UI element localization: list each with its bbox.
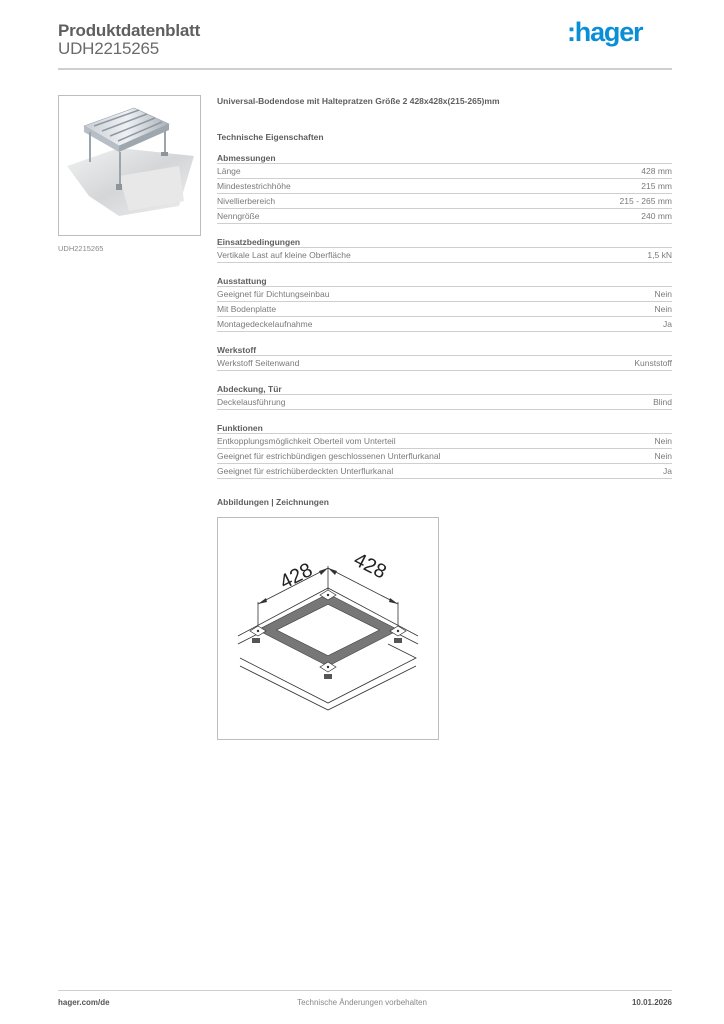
spec-value: 215 - 265 mm: [619, 196, 672, 206]
spec-group: [217, 422, 672, 479]
tech-heading: Technische Eigenschaften: [217, 132, 324, 142]
spec-group-title: Einsatzbedingungen: [217, 236, 672, 248]
spec-row: [217, 395, 672, 410]
spec-value: Ja: [663, 319, 672, 329]
spec-label: Geeignet für estrichbündigen geschlossenen Unterflurkanal: [217, 451, 441, 461]
header-divider: [58, 68, 672, 70]
spec-group: [217, 152, 672, 224]
photo-caption: UDH2215265: [58, 244, 104, 253]
spec-label: Länge: [217, 166, 241, 176]
figures-heading: Abbildungen | Zeichnungen: [217, 497, 329, 507]
spec-group: [217, 275, 672, 332]
document-date: 10.01.2026: [631, 998, 672, 1007]
spec-row: [217, 287, 672, 302]
spec-label: Nenngröße: [217, 211, 260, 221]
spec-value: 240 mm: [641, 211, 672, 221]
spec-value: Nein: [654, 451, 672, 461]
spec-value: Kunststoff: [634, 358, 672, 368]
spec-label: Mit Bodenplatte: [217, 304, 277, 314]
hager-logo: :hager: [567, 17, 643, 47]
spec-value: Nein: [654, 436, 672, 446]
spec-value: 1,5 kN: [647, 250, 672, 260]
footer-divider: [58, 990, 672, 991]
spec-group-title: Ausstattung: [217, 275, 672, 287]
spec-label: Werkstoff Seitenwand: [217, 358, 300, 368]
website-link[interactable]: hager.com/de: [58, 998, 110, 1007]
spec-label: Deckelausführung: [217, 397, 286, 407]
spec-group-title: Funktionen: [217, 422, 672, 434]
spec-label: Mindestestrichhöhe: [217, 181, 291, 191]
spec-value: Ja: [663, 466, 672, 476]
spec-label: Nivellierbereich: [217, 196, 276, 206]
product-photo: [58, 95, 201, 236]
spec-row: [217, 434, 672, 449]
spec-row: [217, 449, 672, 464]
spec-group-title: Abmessungen: [217, 152, 672, 164]
spec-value: Nein: [654, 289, 672, 299]
document-title: Produktdatenblatt: [58, 21, 201, 40]
spec-row: [217, 302, 672, 317]
svg-text:428: 428: [350, 548, 390, 584]
spec-row: [217, 179, 672, 194]
specifications: [217, 96, 672, 491]
spec-row: [217, 464, 672, 479]
spec-label: Geeignet für estrichüberdeckten Unterflurkanal: [217, 466, 394, 476]
spec-row: [217, 209, 672, 224]
dimension-drawing-icon: [218, 518, 440, 741]
spec-group: [217, 383, 672, 410]
spec-value: Nein: [654, 304, 672, 314]
disclaimer: Technische Änderungen vorbehalten: [297, 998, 427, 1007]
spec-row: [217, 248, 672, 263]
article-number: UDH2215265: [58, 39, 160, 58]
spec-label: Vertikale Last auf kleine Oberfläche: [217, 250, 351, 260]
spec-groups: [217, 152, 672, 479]
spec-group: [217, 344, 672, 371]
spec-group: [217, 236, 672, 263]
spec-row: [217, 194, 672, 209]
spec-value: 215 mm: [641, 181, 672, 191]
spec-value: 428 mm: [641, 166, 672, 176]
spec-label: Montagedeckelaufnahme: [217, 319, 313, 329]
spec-group-title: Werkstoff: [217, 344, 672, 356]
spec-row: [217, 356, 672, 371]
spec-row: [217, 164, 672, 179]
floor-box-photo-icon: [59, 96, 201, 236]
spec-group-title: Abdeckung, Tür: [217, 383, 672, 395]
svg-text:428: 428: [276, 558, 317, 594]
spec-row: [217, 317, 672, 332]
spec-label: Geeignet für Dichtungseinbau: [217, 289, 330, 299]
product-name: Universal-Bodendose mit Haltepratzen Größe 2 428x428x(215-265)mm: [217, 96, 500, 106]
technical-drawing: [217, 517, 439, 740]
spec-value: Blind: [653, 397, 672, 407]
spec-label: Entkopplungsmöglichkeit Oberteil vom Unterteil: [217, 436, 396, 446]
